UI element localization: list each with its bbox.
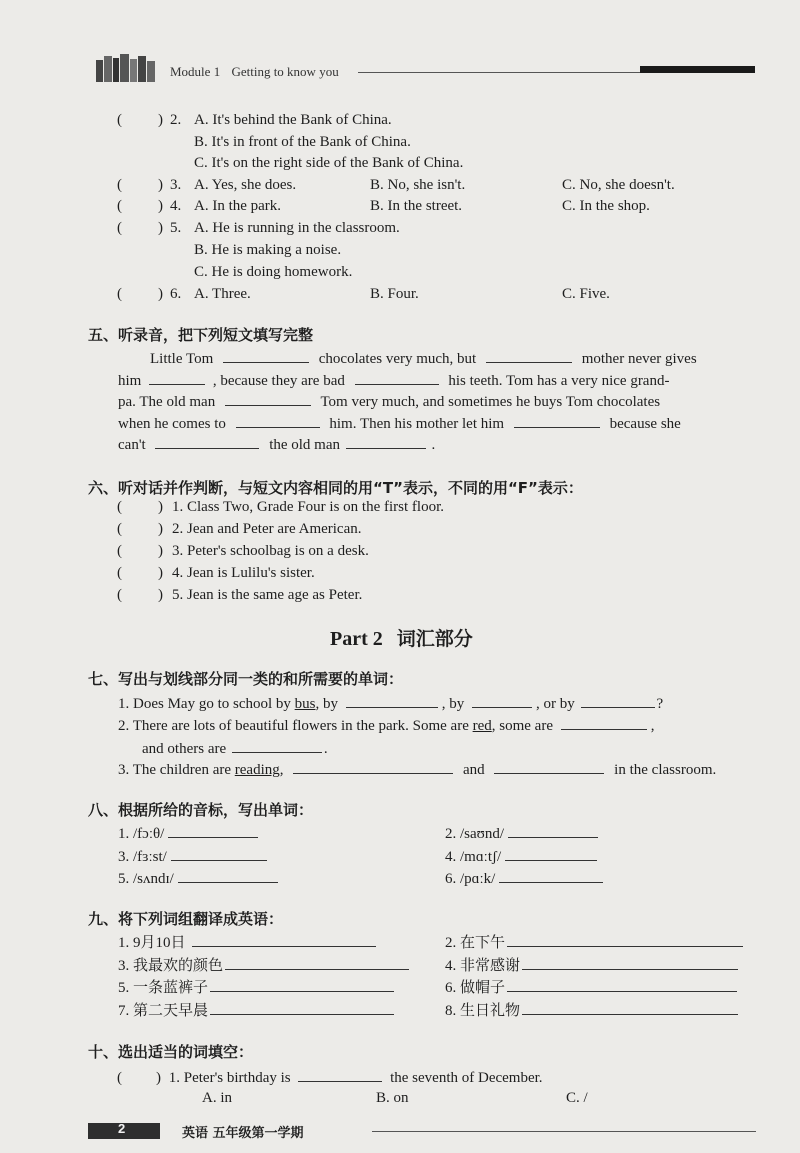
option-b: B. No, she isn't. xyxy=(370,177,466,193)
option-a: A. In the park. xyxy=(194,198,282,214)
blank[interactable] xyxy=(508,822,598,838)
option-c: C. / xyxy=(566,1090,588,1106)
option-c: C. In the shop. xyxy=(562,198,650,214)
page-number: 2 xyxy=(118,1121,126,1136)
blank[interactable] xyxy=(225,390,311,406)
judgement-item: 4. Jean is Lulilu's sister. xyxy=(172,565,315,581)
option-a: A. Three. xyxy=(194,286,251,302)
blank[interactable] xyxy=(581,692,655,708)
blank[interactable] xyxy=(499,867,603,883)
blank[interactable] xyxy=(210,999,394,1015)
option-a: A. He is running in the classroom. xyxy=(194,220,400,236)
sec5-line-1: Little Tom chocolates very much, but mother never gives xyxy=(150,347,697,369)
blank[interactable] xyxy=(192,931,376,947)
blank[interactable] xyxy=(293,758,453,774)
header-title: Getting to know you xyxy=(231,64,339,79)
sec5-line-2: him , because they are bad his teeth. Tom has a very nice grand- xyxy=(118,369,669,391)
section-10-title: 十、选出适当的词填空： xyxy=(88,1043,254,1061)
blank[interactable] xyxy=(210,976,394,992)
section-9-title: 九、将下列词组翻译成英语： xyxy=(88,910,284,928)
footer-rule xyxy=(372,1131,756,1132)
option-b: B. Four. xyxy=(370,286,419,302)
option-c: C. He is doing homework. xyxy=(194,264,353,280)
judgement-item: 5. Jean is the same age as Peter. xyxy=(172,587,363,603)
sec7-q1: 1. Does May go to school by bus, by , by , or by ? xyxy=(118,692,663,714)
option-a: A. Yes, she does. xyxy=(194,177,297,193)
option-b: B. It's in front of the Bank of China. xyxy=(194,134,411,150)
blank[interactable] xyxy=(236,412,320,428)
blank[interactable] xyxy=(486,347,572,363)
section-7-title: 七、写出与划线部分同一类的和所需要的单词： xyxy=(88,670,404,688)
header-bar xyxy=(640,66,755,73)
blank[interactable] xyxy=(225,954,409,970)
blank[interactable] xyxy=(168,822,258,838)
option-b: B. He is making a noise. xyxy=(194,242,342,258)
blank[interactable] xyxy=(522,999,738,1015)
sec5-line-4: when he comes to him. Then his mother let him because she xyxy=(118,412,681,434)
blank[interactable] xyxy=(507,976,737,992)
option-b: B. In the street. xyxy=(370,198,463,214)
sec7-q2-cont: and others are . xyxy=(142,737,328,759)
sec5-line-3: pa. The old man Tom very much, and sometimes he buys Tom chocolates xyxy=(118,390,660,412)
header-module: Module 1 xyxy=(170,64,221,79)
blank[interactable] xyxy=(561,714,647,730)
option-a: A. in xyxy=(202,1090,232,1106)
sec7-q3: 3. The children are reading, and in the classroom. xyxy=(118,758,716,780)
section-5-title: 五、听录音，把下列短文填写完整 xyxy=(88,326,314,344)
blank[interactable] xyxy=(171,845,267,861)
blank[interactable] xyxy=(514,412,600,428)
blank[interactable] xyxy=(298,1066,382,1082)
judgement-item: 1. Class Two, Grade Four is on the first floor. xyxy=(172,499,444,515)
blank[interactable] xyxy=(505,845,597,861)
blank[interactable] xyxy=(223,347,309,363)
blank[interactable] xyxy=(155,433,259,449)
option-a: A. It's behind the Bank of China. xyxy=(194,112,392,128)
part-2-heading: Part 2 词汇部分 xyxy=(330,628,473,650)
option-c: C. No, she doesn't. xyxy=(562,177,675,193)
blank[interactable] xyxy=(346,433,426,449)
books-icon xyxy=(94,52,158,82)
blank[interactable] xyxy=(472,692,532,708)
blank[interactable] xyxy=(522,954,738,970)
blank[interactable] xyxy=(149,369,205,385)
sec5-line-5: can't the old man . xyxy=(118,433,435,455)
footer-text: 英语 五年级第一学期 xyxy=(182,1126,304,1141)
blank[interactable] xyxy=(355,369,439,385)
option-c: C. Five. xyxy=(562,286,610,302)
blank[interactable] xyxy=(346,692,438,708)
judgement-item: 3. Peter's schoolbag is on a desk. xyxy=(172,543,369,559)
section-6-title: 六、听对话并作判断，与短文内容相同的用“T”表示，不同的用“F”表示： xyxy=(88,479,583,497)
blank[interactable] xyxy=(507,931,743,947)
option-c: C. It's on the right side of the Bank of China. xyxy=(194,155,464,171)
header-rule xyxy=(358,72,642,73)
page-number-badge xyxy=(88,1123,160,1139)
sec10-q1: ( ) 1. Peter's birthday is the seventh of December. xyxy=(117,1066,543,1088)
option-b: B. on xyxy=(376,1090,409,1106)
blank[interactable] xyxy=(494,758,604,774)
judgement-item: 2. Jean and Peter are American. xyxy=(172,521,362,537)
blank[interactable] xyxy=(232,737,322,753)
section-8-title: 八、根据所给的音标，写出单词： xyxy=(88,801,314,819)
sec7-q2: 2. There are lots of beautiful flowers in the park. Some are red, some are , xyxy=(118,714,655,736)
blank[interactable] xyxy=(178,867,278,883)
